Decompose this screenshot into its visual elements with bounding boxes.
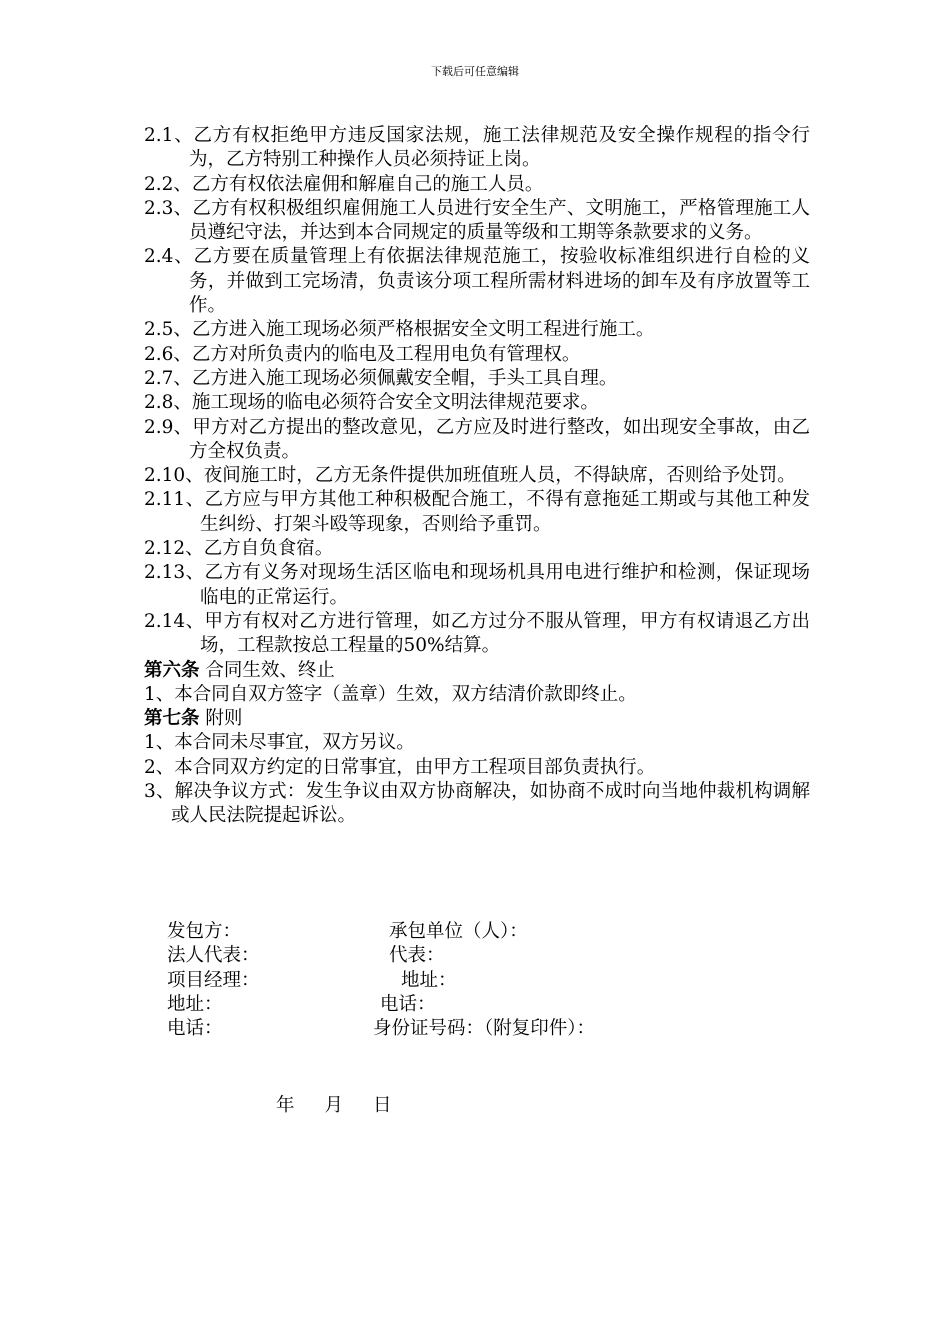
date-month: 月	[324, 1095, 344, 1116]
representative-label: 代表：	[389, 945, 445, 967]
article-7-heading	[144, 707, 810, 731]
clause-2-6: 2.6、乙方对所负责内的临电及工程用电负有管理权。	[144, 343, 581, 365]
signature-block	[167, 920, 727, 1041]
contractor-label: 承包单位（人）：	[389, 921, 528, 942]
article-7-item-1: 1、本合同未尽事宜，双方另议。	[144, 732, 415, 754]
signature-row	[167, 969, 727, 993]
clause-2-10: 2.10、夜间施工时，乙方无条件提供加班值班人员，不得缺席，否则给予处罚。	[144, 465, 796, 487]
article-7-number: 第七条	[144, 708, 200, 730]
contractor-phone-label: 电话：	[380, 993, 436, 1015]
clause-2-11: 2.11、乙方应与甲方其他工种积极配合施工，不得有意拖延工期或与其他工种发生纠纷、打架斗殴等现象，否则给予重罚。	[144, 489, 810, 535]
project-manager-label: 项目经理：	[167, 969, 260, 991]
date-line	[276, 1094, 392, 1118]
clause-2-7: 2.7、乙方进入施工现场必须佩戴安全帽，手头工具自理。	[144, 367, 618, 389]
employer-address-label: 地址：	[167, 993, 223, 1015]
contractor-address-label: 地址：	[401, 969, 457, 991]
article-7-title: 附则	[199, 708, 243, 730]
clause-2-5: 2.5、乙方进入施工现场必须严格根据安全文明工程进行施工。	[144, 319, 655, 341]
employer-phone-label: 电话：	[167, 1018, 223, 1040]
clause-2-1: 2.1、乙方有权拒绝甲方违反国家法规，施工法律规范及安全操作规程的指令行为，乙方特别工种操作人员必须持证上岗。	[144, 125, 810, 171]
clause-2-9: 2.9、甲方对乙方提出的整改意见，乙方应及时进行整改，如出现安全事故，由乙方全权负责。	[144, 416, 810, 462]
article-6-title: 合同生效、终止	[199, 659, 335, 681]
date-day: 日	[373, 1095, 392, 1116]
clause-2-2: 2.2、乙方有权依法雇佣和解雇自己的施工人员。	[144, 173, 544, 195]
signature-row	[167, 993, 727, 1017]
id-number-label: 身份证号码：（附复印件）：	[373, 1018, 596, 1040]
clause-2-14: 2.14、甲方有权对乙方进行管理，如乙方过分不服从管理，甲方有权请退乙方出场，工程款按总工程量的50%结算。	[144, 610, 810, 657]
clause-2-13: 2.13、乙方有义务对现场生活区临电和现场机具用电进行维护和检测，保证现场临电的正常运行。	[144, 562, 810, 608]
article-6-heading	[144, 659, 810, 683]
contract-body	[144, 124, 810, 829]
signature-row	[167, 944, 727, 968]
signature-row	[167, 920, 727, 944]
clause-2-8: 2.8、施工现场的临电必须符合安全文明法律规范要求。	[144, 392, 599, 414]
article-7-item-2: 2、本合同双方约定的日常事宜，由甲方工程项目部负责执行。	[144, 756, 656, 778]
employer-label: 发包方：	[167, 921, 242, 942]
date-year: 年	[276, 1095, 295, 1116]
article-6-item-1: 1、本合同自双方签字（盖章）生效，双方结清价款即终止。	[144, 683, 637, 705]
clause-2-3: 2.3、乙方有权积极组织雇佣施工人员进行安全生产、文明施工，严格管理施工人员遵纪守法，并达到本合同规定的质量等级和工期等条款要求的义务。	[144, 197, 810, 244]
signature-row	[167, 1017, 727, 1041]
clause-2-12: 2.12、乙方自负食宿。	[144, 538, 334, 560]
article-6-number: 第六条	[144, 659, 200, 681]
legal-rep-label: 法人代表：	[167, 945, 260, 967]
article-7-item-3: 3、解决争议方式：发生争议由双方协商解决，如协商不成时向当地仲裁机构调解或人民法院提起诉讼。	[144, 781, 810, 827]
clause-2-4: 2.4、乙方要在质量管理上有依据法律规范施工，按验收标准组织进行自检的义务，并做到工完场清，负责该分项工程所需材料进场的卸车及有序放置等工作。	[144, 246, 810, 317]
page-header: 下载后可任意编辑	[431, 65, 519, 78]
